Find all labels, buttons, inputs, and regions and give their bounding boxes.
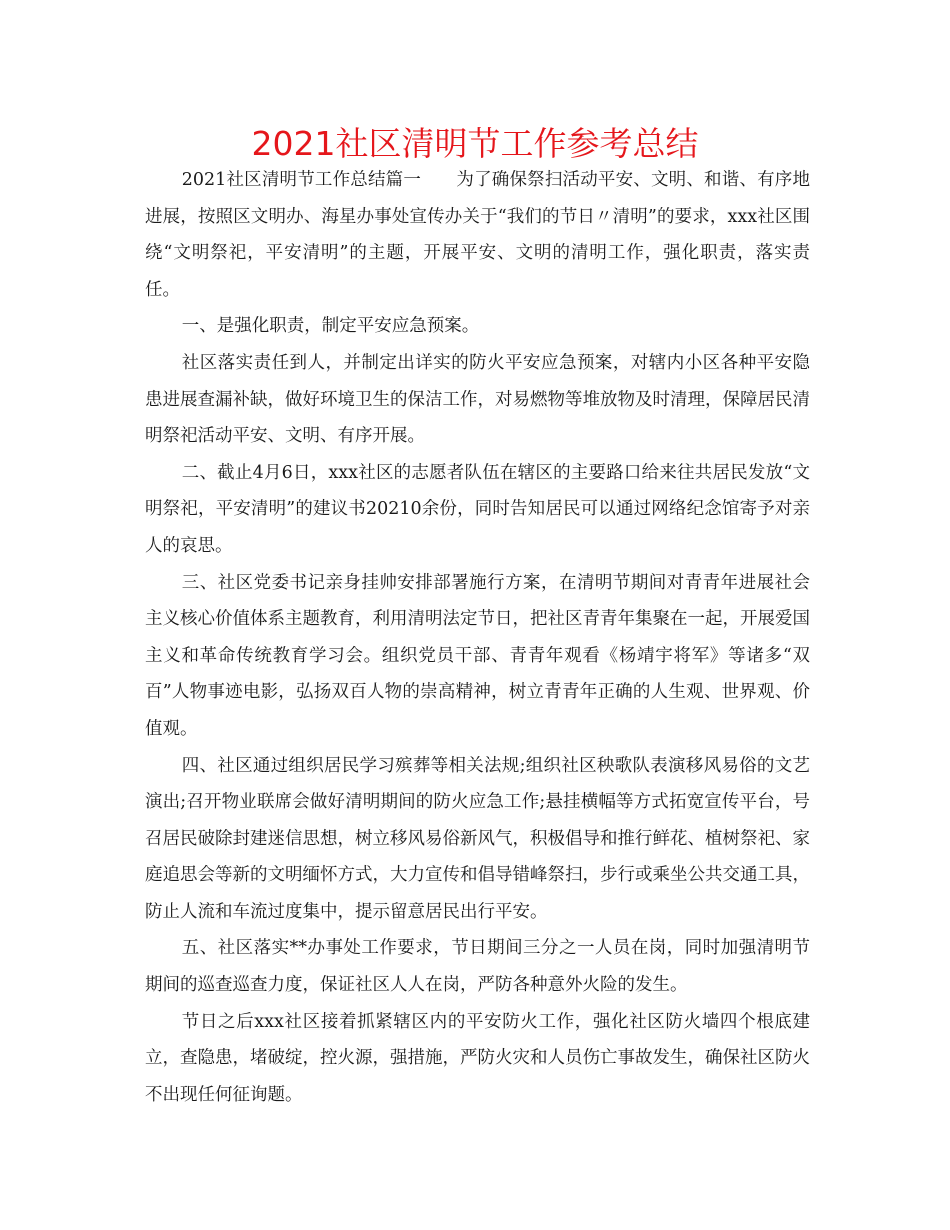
- paragraph: 二、截止4月6日，xxx社区的志愿者队伍在辖区的主要路口给来往共居民发放“文明祭祀，平安清明”的建议书20210余份，同时告知居民可以通过网络纪念馆寄予对亲人的哀思。: [145, 462, 810, 556]
- paragraph: 五、社区落实**办事处工作要求，节日期间三分之一人员在岗，同时加强清明节期间的巡查巡查力度，保证社区人人在岗，严防各种意外火险的发生。: [145, 938, 810, 996]
- paragraph: 节日之后xxx社区接着抓紧辖区内的平安防火工作，强化社区防火墙四个根底建立，查隐患，堵破绽，控火源，强措施，严防火灾和人员伤亡事故发生，确保社区防火不出现任何征询题。: [145, 1011, 810, 1105]
- paragraph: 2021社区清明节工作总结篇一 为了确保祭扫活动平安、文明、和谐、有序地进展，按照区文明办、海星办事处宣传办关于“我们的节日〃清明”的要求，xxx社区围绕“文明祭祀，平安清明”的主题，开展平安、文明的清明工作，强化职责，落实责任。: [145, 170, 810, 300]
- paragraph: 一、是强化职责，制定平安应急预案。: [181, 316, 480, 337]
- paragraph: 三、社区党委书记亲身挂帅安排部署施行方案，在清明节期间对青青年进展社会主义核心价值体系主题教育，利用清明法定节日，把社区青青年集聚在一起，开展爱国主义和革命传统教育学习会。组织党员干部、青青年观看《杨靖宇将军》等诸多“双百”人物事迹电影，弘扬双百人物的崇高精神，树立青青年正确的人生观、世界观、价值观。: [145, 572, 810, 739]
- paragraph: 社区落实责任到人，并制定出详实的防火平安应急预案，对辖内小区各种平安隐患进展查漏补缺，做好环境卫生的保洁工作，对易燃物等堆放物及时清理，保障居民清明祭祀活动平安、文明、有序开展。: [145, 352, 810, 447]
- document-title: 2021社区清明节工作参考总结: [251, 124, 699, 163]
- document-body: [145, 162, 810, 1113]
- paragraph: 四、社区通过组织居民学习殡葬等相关法规;组织社区秧歌队表演移风易俗的文艺演出;召开物业联席会做好清明期间的防火应急工作;悬挂横幅等方式拓宽宣传平台，号召居民破除封建迷信思想，树立移风易俗新风气，积极倡导和推行鲜花、植树祭祀、家庭追思会等新的文明缅怀方式，大力宣传和倡导错峰祭扫，步行或乘坐公共交通工具，防止人流和车流过度集中，提示留意居民出行平安。: [145, 755, 810, 922]
